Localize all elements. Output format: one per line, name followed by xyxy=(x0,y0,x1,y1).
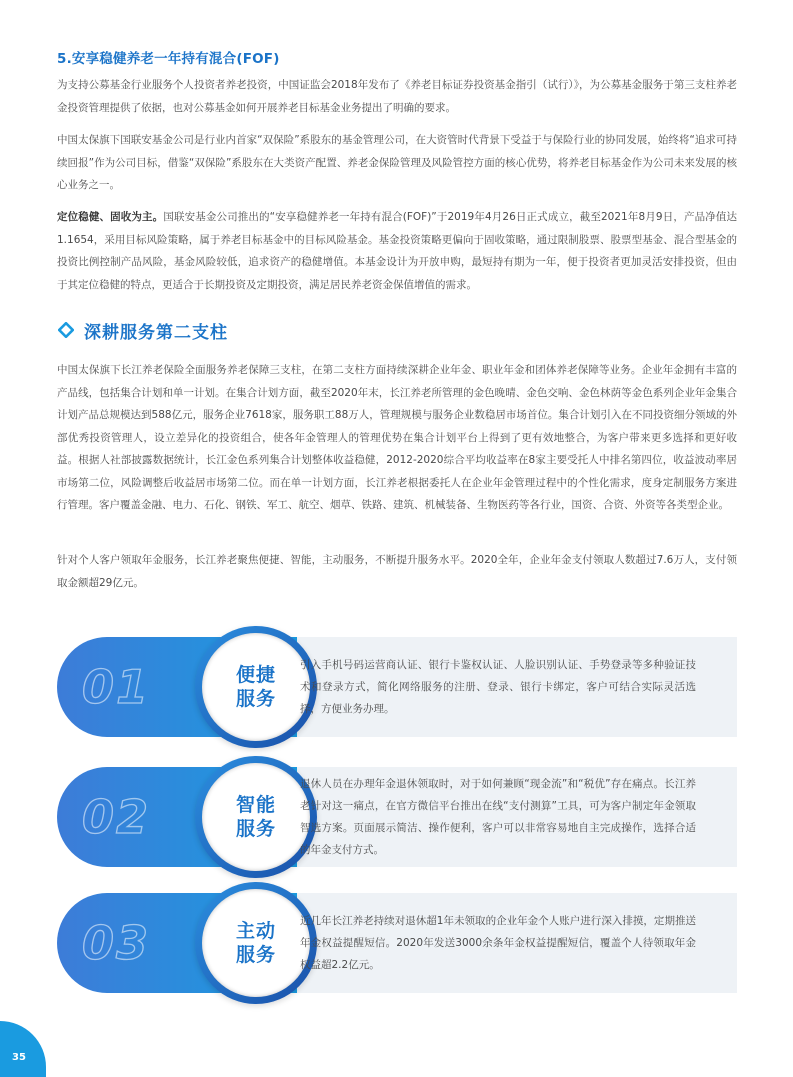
service-caption-line: 便捷 xyxy=(235,664,276,686)
service-description xyxy=(300,637,696,737)
paragraph-body: 国联安基金公司推出的“安享稳健养老一年持有混合(FOF)”于2019年4月26日正式成立，截至2021年8月9日，产品净值达1.1654，采用目标风险策略，属于养老目标基金中的目标风险基金。基金投资策略更偏向于固收策略，通过限制股票、股票型基金、混合型基金的投资比例控制产品风险，基金风险较低，追求资产的稳健增值。本基金设计为开放申购，最短持有期为一年，便于投资者更加灵活安排投资，但由于其定位稳健的特点，更适合于长期投资及定期投资，满足居民养老资金保值增值的需求。 xyxy=(57,211,737,291)
service-description xyxy=(300,893,696,993)
service-caption-line: 智能 xyxy=(235,794,276,816)
service-description-text: 退休人员在办理年金退休领取时，对于如何兼顾“现金流”和“税优”存在痛点。长江养老针对这一痛点，在官方微信平台推出在线“支付测算”工具，可为客户制定年金领取智选方案。页面展示简洁、操作便利，客户可以非常容易地自主完成操作，选择合适的年金支付方式。 xyxy=(300,778,696,856)
service-number: 02 xyxy=(82,790,151,844)
section-heading-text: 深耕服务第二支柱 xyxy=(84,322,228,343)
service-description-text: 引入手机号码运营商认证、银行卡鉴权认证、人脸识别认证、手势登录等多种验证技术和登录方式，简化网络服务的注册、登录、银行卡绑定，客户可结合实际灵活选择，方便业务办理。 xyxy=(300,659,696,715)
paragraph-lead: 定位稳健、固收为主。 xyxy=(57,211,164,223)
service-card-proactive xyxy=(57,880,737,1005)
paragraph: 中国太保旗下国联安基金公司是行业内首家“双保险”系股东的基金管理公司，在大资管时代背景下受益于与保险行业的协同发展，始终将“追求可持续回报”作为公司目标，借鉴“双保险”系股东在大类资产配置、养老金保险管理及风险管控方面的核心优势，将养老目标基金作为公司未来发展的核心业务之一。 xyxy=(57,134,737,191)
page-number-tab xyxy=(0,1021,46,1077)
service-card-smart xyxy=(57,754,737,879)
paragraph: 中国太保旗下长江养老保险全面服务养老保障三支柱，在第二支柱方面持续深耕企业年金、职业年金和团体养老保障等业务。企业年金拥有丰富的产品线，包括集合计划和单一计划。在集合计划方面，截至2020年末，长江养老所管理的金色晚晴、金色交响、金色林荫等金色系列企业年金集合计划产品总规模达到588亿元，服务企业7618家，服务职工88万人，管理规模与服务企业数稳居市场首位。集合计划引入在不同投资细分领域的外部优秀投资管理人，设立差异化的投资组合，使各年金管理人的管理优势在集合计划平台上得到了更有效地整合，为客户带来更多选择和更好收益。根据人社部披露数据统计，长江金色系列集合计划整体收益稳健，2012-2020综合平均收益率在8家主要受托人中排名第四位，收益波动率居市场第二位，风险调整后收益居市场第二位。而在单一计划方面，长江养老根据委托人在企业年金管理过程中的个性化需求，度身定制服务方案进行管理。客户覆盖金融、电力、石化、钢铁、军工、航空、烟草、铁路、建筑、机械装备、生物医药等各行业，国资、合资、外资等各类型企业。 xyxy=(57,364,737,511)
diamond-icon xyxy=(57,321,75,339)
service-number: 03 xyxy=(82,916,151,970)
service-description xyxy=(300,767,696,867)
section-title: 5.安享稳健养老一年持有混合(FOF) xyxy=(57,51,280,67)
paragraph: 针对个人客户领取年金服务，长江养老聚焦便捷、智能，主动服务，不断提升服务水平。2020全年，企业年金支付领取人数超过7.6万人，支付领取金额超29亿元。 xyxy=(57,554,737,589)
service-card-convenient xyxy=(57,624,737,749)
service-caption-line: 主动 xyxy=(235,920,276,942)
service-caption xyxy=(202,889,310,997)
service-number: 01 xyxy=(82,660,151,714)
service-caption-line: 服务 xyxy=(235,818,276,840)
paragraph: 为支持公募基金行业服务个人投资者养老投资，中国证监会2018年发布了《养老目标证券投资基金指引（试行）》，为公募基金服务于第三支柱养老金投资管理提供了依据，也对公募基金如何开展养老目标基金业务提出了明确的要求。 xyxy=(57,79,738,114)
paragraph xyxy=(57,206,737,296)
section-heading xyxy=(57,318,228,342)
service-description-text: 近几年长江养老持续对退休超1年未领取的企业年金个人账户进行深入排摸，定期推送年金权益提醒短信。2020年发送3000余条年金权益提醒短信，覆盖个人待领取年金权益超2.2亿元。 xyxy=(300,915,696,971)
service-caption-line: 服务 xyxy=(235,944,276,966)
service-caption-line: 服务 xyxy=(235,688,276,710)
service-caption xyxy=(202,763,310,871)
page-number: 35 xyxy=(12,1052,26,1063)
service-caption xyxy=(202,633,310,741)
